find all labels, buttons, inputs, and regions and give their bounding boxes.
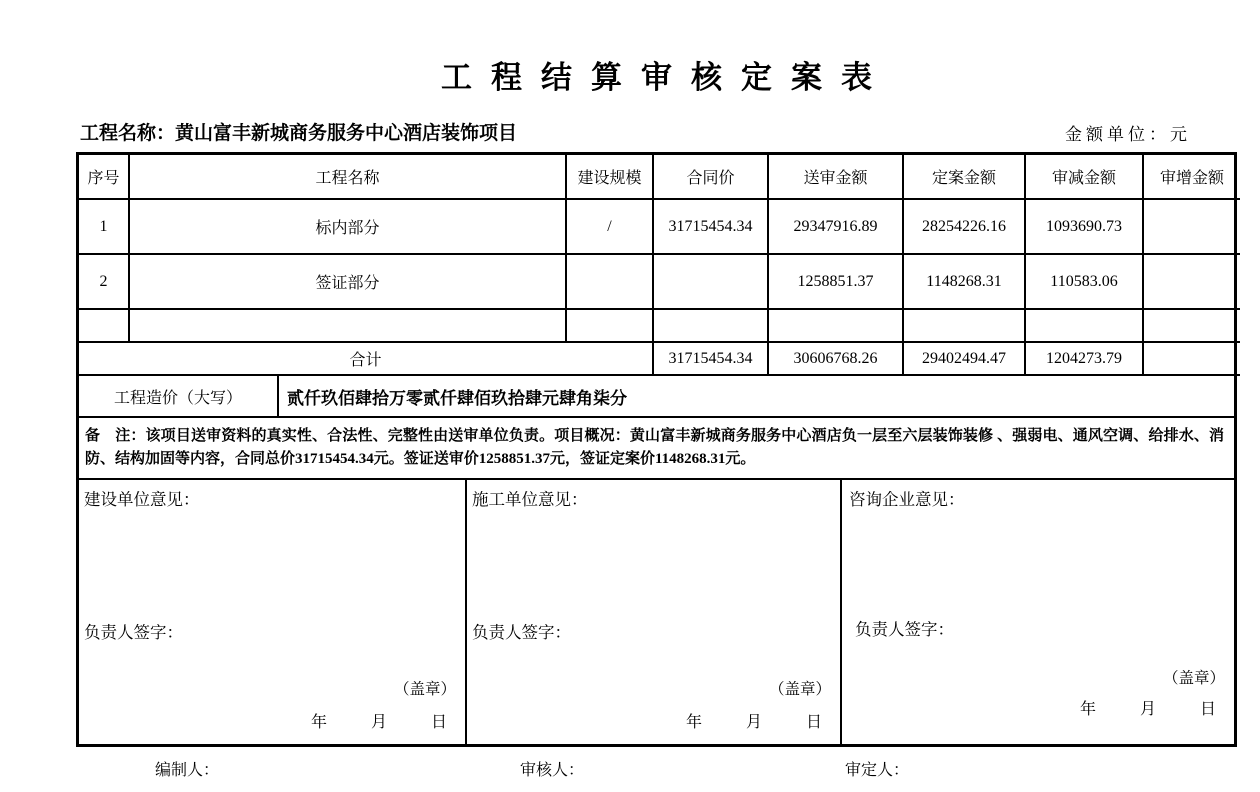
preparer-label: 编制人：	[155, 762, 220, 779]
cell-submitted	[768, 309, 903, 342]
total-increased	[1143, 342, 1240, 375]
cell-submitted: 1258851.37	[768, 254, 903, 309]
column-header-seq: 序号	[79, 155, 129, 199]
table-row-empty	[79, 309, 1240, 342]
remarks-text: 备 注：该项目送审资料的真实性、合法性、完整性由送审单位负责。项目概况：黄山富丰新城商务服务中心酒店负一层至六层装饰装修 、强弱电、通风空调、给排水、消防、结构加固等内容，合同总价31715454.34元。签证送审价1258851.37元，签证定案价1148268.31元。	[79, 418, 1234, 480]
cell-reduced: 1093690.73	[1025, 199, 1143, 254]
cell-seq: 1	[79, 199, 129, 254]
cell-seq	[79, 309, 129, 342]
consultant-seal-label: （盖章）	[1162, 670, 1225, 687]
owner-signature-label: 负责人签字：	[84, 623, 183, 642]
contractor-date-line: 年 月 日	[685, 714, 826, 731]
total-label: 合计	[79, 342, 653, 375]
settlement-form-table	[76, 152, 1237, 747]
column-header-submitted-amount: 送审金额	[768, 155, 903, 199]
total-contract-price: 31715454.34	[653, 342, 768, 375]
consultant-opinion-cell	[842, 480, 1234, 744]
approver-label: 审定人：	[845, 762, 910, 779]
project-name-label: 工程名称：黄山富丰新城商务服务中心酒店装饰项目	[80, 123, 518, 144]
column-header-finalized-amount: 定案金额	[903, 155, 1025, 199]
signatories-footer	[0, 747, 1260, 792]
owner-seal-label: （盖章）	[393, 681, 456, 698]
cell-contract-price: 31715454.34	[653, 199, 768, 254]
total-submitted: 30606768.26	[768, 342, 903, 375]
cell-scale	[566, 254, 653, 309]
cell-finalized: 1148268.31	[903, 254, 1025, 309]
table-row	[79, 199, 1240, 254]
column-header-reduced-amount: 审减金额	[1025, 155, 1143, 199]
owner-opinion-cell	[79, 480, 467, 744]
cost-in-words-row	[79, 376, 1234, 418]
cell-project-name: 签证部分	[129, 254, 566, 309]
cell-finalized: 28254226.16	[903, 199, 1025, 254]
cell-project-name	[129, 309, 566, 342]
cell-scale	[566, 309, 653, 342]
consultant-opinion-label: 咨询企业意见：	[849, 490, 965, 509]
cell-contract-price	[653, 254, 768, 309]
table-total-row	[79, 342, 1240, 375]
page-title: 工程结算审核定案表	[441, 60, 891, 95]
consultant-date-line: 年 月 日	[1079, 701, 1220, 718]
owner-date-line: 年 月 日	[310, 714, 451, 731]
cell-project-name: 标内部分	[129, 199, 566, 254]
contractor-signature-label: 负责人签字：	[472, 623, 571, 642]
cell-increased	[1143, 199, 1240, 254]
cost-in-words-value: 贰仟玖佰肆拾万零贰仟肆佰玖拾肆元肆角柒分	[287, 388, 627, 408]
cell-reduced: 110583.06	[1025, 254, 1143, 309]
contractor-opinion-label: 施工单位意见：	[472, 490, 588, 509]
reviewer-label: 审核人：	[520, 762, 585, 779]
cell-finalized	[903, 309, 1025, 342]
subheader	[76, 118, 1237, 145]
cell-increased	[1143, 254, 1240, 309]
table-header-row	[79, 155, 1240, 199]
cell-submitted: 29347916.89	[768, 199, 903, 254]
column-header-scale: 建设规模	[566, 155, 653, 199]
owner-opinion-label: 建设单位意见：	[84, 490, 200, 509]
cell-reduced	[1025, 309, 1143, 342]
column-header-project: 工程名称	[129, 155, 566, 199]
cell-contract-price	[653, 309, 768, 342]
contractor-opinion-cell	[467, 480, 842, 744]
cell-increased	[1143, 309, 1240, 342]
amount-unit-label: 金额单位：元	[1065, 125, 1191, 144]
amounts-table	[79, 155, 1240, 376]
opinions-section	[79, 480, 1234, 744]
cell-seq: 2	[79, 254, 129, 309]
total-reduced: 1204273.79	[1025, 342, 1143, 375]
consultant-signature-label: 负责人签字：	[855, 620, 954, 639]
table-row	[79, 254, 1240, 309]
total-finalized: 29402494.47	[903, 342, 1025, 375]
column-header-contract-price: 合同价	[653, 155, 768, 199]
cell-scale: /	[566, 199, 653, 254]
cost-in-words-label: 工程造价（大写）	[79, 376, 279, 416]
column-header-increased-amount: 审增金额	[1143, 155, 1240, 199]
contractor-seal-label: （盖章）	[768, 681, 831, 698]
